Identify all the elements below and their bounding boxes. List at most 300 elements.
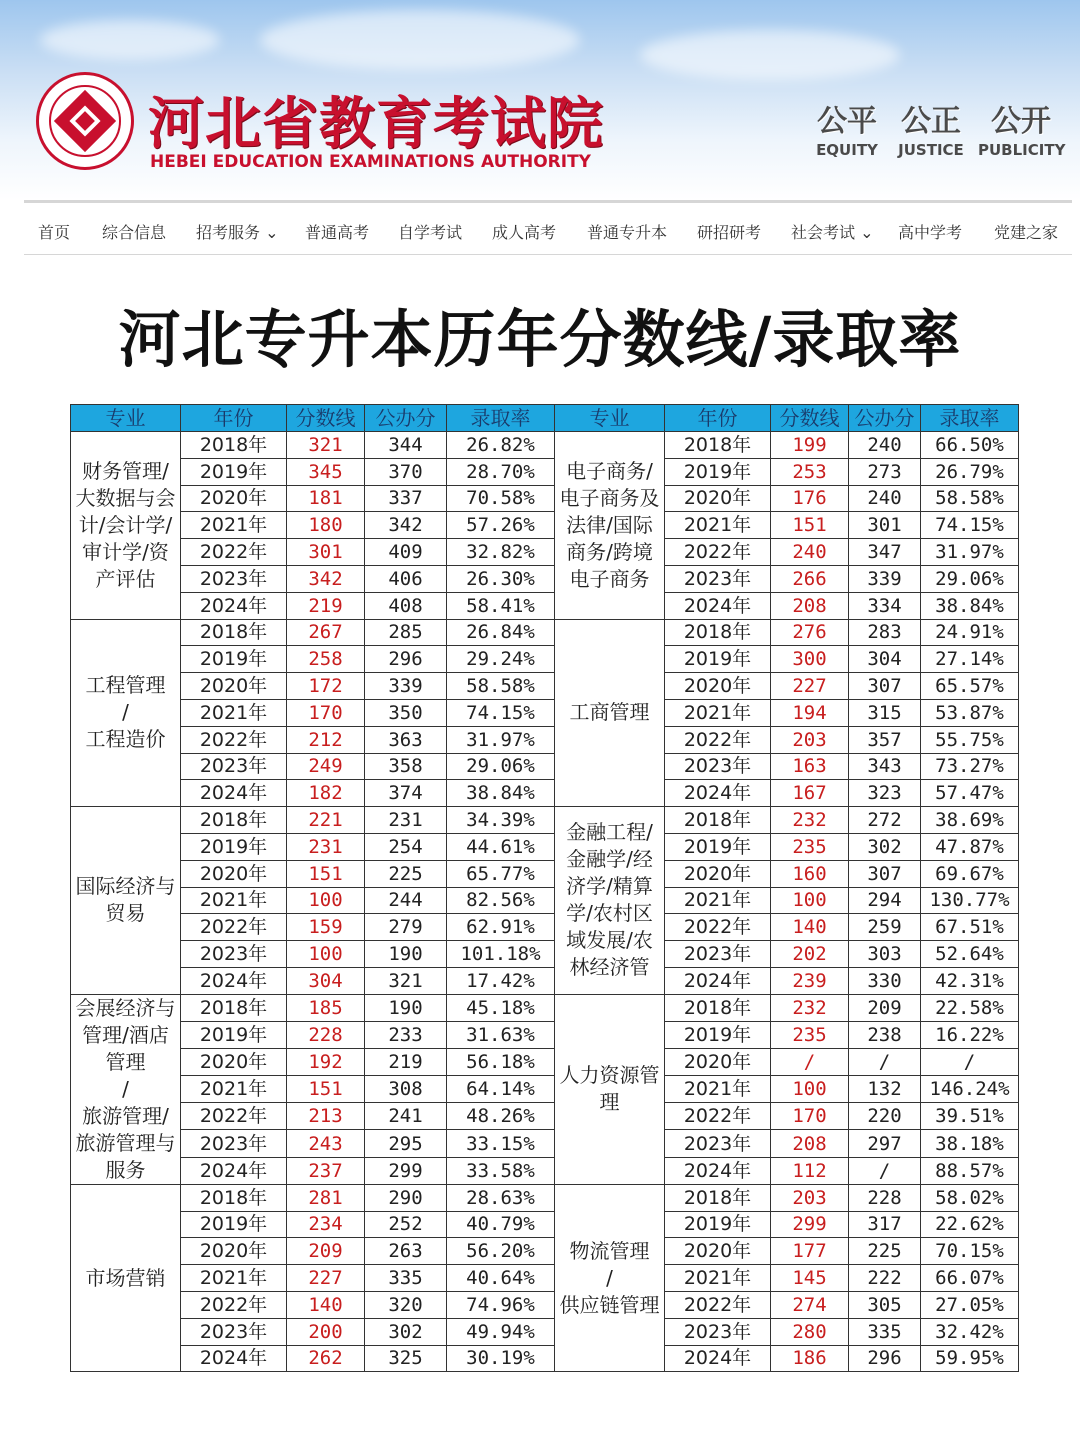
year-cell: 2019年 (665, 833, 771, 860)
table-row (71, 432, 1019, 459)
year-cell: 2023年 (181, 941, 287, 968)
major-left-cell: 国际经济与贸易 (71, 807, 181, 995)
score-line-cell: 212 (287, 726, 365, 753)
score-line-cell: 227 (287, 1265, 365, 1292)
public-score-cell: 307 (849, 860, 921, 887)
major-right-cell: 人力资源管理 (555, 994, 665, 1184)
score-line-cell: 100 (771, 887, 849, 914)
year-cell: 2021年 (181, 1265, 287, 1292)
public-score-cell: 320 (365, 1291, 447, 1318)
year-cell: 2024年 (665, 1157, 771, 1184)
admission-rate-cell: 29.06% (447, 753, 555, 780)
public-score-cell: 252 (365, 1211, 447, 1238)
table-row (71, 1076, 1019, 1103)
public-score-cell: 225 (365, 860, 447, 887)
admission-rate-cell: 42.31% (921, 967, 1019, 994)
score-line-cell: 234 (287, 1211, 365, 1238)
major-right-cell: 金融工程/金融学/经济学/精算学/农村区域发展/农林经济管 (555, 807, 665, 995)
public-score-cell: 350 (365, 699, 447, 726)
table-row (71, 994, 1019, 1021)
public-score-cell: 220 (849, 1103, 921, 1130)
table-row (71, 458, 1019, 485)
page-title: 河北专升本历年分数线/录取率 (118, 303, 962, 376)
score-line-cell: 267 (287, 619, 365, 646)
year-cell: 2020年 (181, 860, 287, 887)
score-line-cell: 140 (771, 914, 849, 941)
score-line-cell: 266 (771, 565, 849, 592)
admission-rate-cell: 73.27% (921, 753, 1019, 780)
score-line-cell: 180 (287, 512, 365, 539)
admission-rate-cell: 58.41% (447, 592, 555, 619)
public-score-cell: 273 (849, 458, 921, 485)
year-cell: 2019年 (181, 833, 287, 860)
table-row (71, 941, 1019, 968)
score-line-cell: 163 (771, 753, 849, 780)
year-cell: 2019年 (181, 646, 287, 673)
score-line-cell: 177 (771, 1238, 849, 1265)
year-cell: 2023年 (665, 565, 771, 592)
motto-en: PUBLICITY (978, 141, 1066, 159)
score-line-cell: 194 (771, 699, 849, 726)
admission-rate-cell: 33.58% (447, 1157, 555, 1184)
public-score-cell: 233 (365, 1021, 447, 1048)
header-admission-rate: 录取率 (447, 405, 555, 432)
score-line-cell: 151 (771, 512, 849, 539)
major-left-cell: 市场营销 (71, 1184, 181, 1372)
score-line-cell: 140 (287, 1291, 365, 1318)
score-line-cell: 170 (771, 1103, 849, 1130)
public-score-cell: 295 (365, 1130, 447, 1157)
public-score-cell: 231 (365, 807, 447, 834)
year-cell: 2024年 (181, 592, 287, 619)
public-score-cell: 219 (365, 1049, 447, 1076)
year-cell: 2020年 (181, 485, 287, 512)
score-line-cell: 232 (771, 994, 849, 1021)
score-line-cell: 221 (287, 807, 365, 834)
score-line-cell: 186 (771, 1345, 849, 1372)
admission-rate-cell: 32.82% (447, 539, 555, 566)
score-line-cell: 203 (771, 726, 849, 753)
major-right-cell: 工商管理 (555, 619, 665, 807)
year-cell: 2023年 (665, 753, 771, 780)
score-line-cell: 112 (771, 1157, 849, 1184)
year-cell: 2018年 (181, 807, 287, 834)
public-score-cell: / (849, 1049, 921, 1076)
admission-rate-cell: 38.69% (921, 807, 1019, 834)
table-row (71, 1049, 1019, 1076)
score-line-cell: 232 (771, 807, 849, 834)
year-cell: 2020年 (665, 1238, 771, 1265)
year-cell: 2020年 (665, 1049, 771, 1076)
admission-rate-cell: 66.07% (921, 1265, 1019, 1292)
year-cell: 2018年 (181, 994, 287, 1021)
score-line-cell: 281 (287, 1184, 365, 1211)
score-line-cell: 345 (287, 458, 365, 485)
header-public-score: 公办分 (849, 405, 921, 432)
year-cell: 2023年 (181, 1130, 287, 1157)
admission-rate-cell: 40.79% (447, 1211, 555, 1238)
score-line-cell: 300 (771, 646, 849, 673)
admission-rate-cell: 24.91% (921, 619, 1019, 646)
year-cell: 2024年 (665, 1345, 771, 1372)
admission-rate-cell: 70.15% (921, 1238, 1019, 1265)
admission-rate-cell: 39.51% (921, 1103, 1019, 1130)
admission-rate-cell: 27.14% (921, 646, 1019, 673)
major-left-cell: 会展经济与管理/酒店管理 / 旅游管理/旅游管理与服务 (71, 994, 181, 1184)
score-line-cell: 231 (287, 833, 365, 860)
major-left-cell: 财务管理/大数据与会计/会计学/审计学/资产评估 (71, 432, 181, 620)
score-line-cell: 160 (771, 860, 849, 887)
public-score-cell: 296 (365, 646, 447, 673)
table-row (71, 485, 1019, 512)
public-score-cell: 132 (849, 1076, 921, 1103)
public-score-cell: 305 (849, 1291, 921, 1318)
admission-rate-cell: 58.58% (447, 673, 555, 700)
nav-item-postgrad[interactable]: 研招研考 (697, 223, 762, 242)
public-score-cell: 190 (365, 994, 447, 1021)
motto-zh: 公开 (991, 104, 1051, 139)
table-row (71, 673, 1019, 700)
nav-divider-bottom (24, 254, 1072, 255)
admission-rate-cell: 38.18% (921, 1130, 1019, 1157)
year-cell: 2019年 (665, 1211, 771, 1238)
year-cell: 2022年 (181, 1291, 287, 1318)
table-row (71, 565, 1019, 592)
score-line-cell: 208 (771, 1130, 849, 1157)
public-score-cell: 321 (365, 967, 447, 994)
public-score-cell: 285 (365, 619, 447, 646)
year-cell: 2021年 (181, 512, 287, 539)
year-cell: 2023年 (181, 753, 287, 780)
public-score-cell: 283 (849, 619, 921, 646)
score-line-cell: 243 (287, 1130, 365, 1157)
hebei-exam-authority-logo[interactable] (36, 72, 134, 170)
year-cell: 2019年 (181, 1021, 287, 1048)
table-header-row (71, 405, 1019, 432)
table-row (71, 592, 1019, 619)
table-row (71, 539, 1019, 566)
header-year: 年份 (665, 405, 771, 432)
year-cell: 2021年 (665, 887, 771, 914)
public-score-cell: 347 (849, 539, 921, 566)
table-row (71, 807, 1019, 834)
score-line-cell: 199 (771, 432, 849, 459)
year-cell: 2019年 (665, 1021, 771, 1048)
score-line-cell: 192 (287, 1049, 365, 1076)
public-score-cell: 339 (365, 673, 447, 700)
score-line-cell: 219 (287, 592, 365, 619)
nav-item-party[interactable]: 党建之家 (994, 223, 1059, 242)
public-score-cell: 228 (849, 1184, 921, 1211)
public-score-cell: 272 (849, 807, 921, 834)
admission-rate-cell: 26.82% (447, 432, 555, 459)
score-line-cell: 240 (771, 539, 849, 566)
admission-rate-cell: / (921, 1049, 1019, 1076)
nav-item-social-exam[interactable]: 社会考试 ⌄ (791, 223, 874, 242)
admission-rate-cell: 69.67% (921, 860, 1019, 887)
nav-item-adult-exam[interactable]: 成人高考 (492, 223, 557, 242)
score-line-cell: 249 (287, 753, 365, 780)
score-line-cell: 159 (287, 914, 365, 941)
year-cell: 2018年 (181, 1184, 287, 1211)
year-cell: 2018年 (665, 1184, 771, 1211)
table-row (71, 1318, 1019, 1345)
score-line-cell: 170 (287, 699, 365, 726)
admission-rate-cell: 33.15% (447, 1130, 555, 1157)
year-cell: 2022年 (181, 1103, 287, 1130)
score-line-cell: 239 (771, 967, 849, 994)
public-score-cell: 315 (849, 699, 921, 726)
public-score-cell: 302 (849, 833, 921, 860)
year-cell: 2022年 (665, 1291, 771, 1318)
public-score-cell: 317 (849, 1211, 921, 1238)
score-line-cell: / (771, 1049, 849, 1076)
site-name[interactable]: 河北省教育考试院 (148, 91, 604, 157)
year-cell: 2018年 (665, 432, 771, 459)
year-cell: 2023年 (665, 1130, 771, 1157)
admission-rate-cell: 31.97% (447, 726, 555, 753)
nav-item-exam-services[interactable]: 招考服务 ⌄ (196, 223, 279, 242)
table-row (71, 1130, 1019, 1157)
year-cell: 2024年 (665, 780, 771, 807)
score-line-cell: 213 (287, 1103, 365, 1130)
public-score-cell: 307 (849, 673, 921, 700)
public-score-cell: 370 (365, 458, 447, 485)
score-line-cell: 342 (287, 565, 365, 592)
public-score-cell: 302 (365, 1318, 447, 1345)
table-row (71, 619, 1019, 646)
admission-rate-cell: 57.26% (447, 512, 555, 539)
admission-rate-cell: 47.87% (921, 833, 1019, 860)
admission-rate-cell: 38.84% (447, 780, 555, 807)
header-public-score: 公办分 (365, 405, 447, 432)
year-cell: 2018年 (665, 619, 771, 646)
year-cell: 2021年 (665, 512, 771, 539)
score-line-cell: 301 (287, 539, 365, 566)
nav-item-home[interactable]: 首页 (38, 223, 71, 242)
admission-rate-cell: 74.15% (921, 512, 1019, 539)
admission-rate-cell: 26.30% (447, 565, 555, 592)
admission-rate-cell: 130.77% (921, 887, 1019, 914)
public-score-cell: 299 (365, 1157, 447, 1184)
public-score-cell: 225 (849, 1238, 921, 1265)
public-score-cell: 190 (365, 941, 447, 968)
score-line-cell: 228 (287, 1021, 365, 1048)
admission-rate-cell: 28.63% (447, 1184, 555, 1211)
score-line-cell: 203 (771, 1184, 849, 1211)
public-score-cell: 296 (849, 1345, 921, 1372)
admission-rate-cell: 82.56% (447, 887, 555, 914)
public-score-cell: 358 (365, 753, 447, 780)
table-row (71, 1291, 1019, 1318)
score-line-cell: 304 (287, 967, 365, 994)
score-line-cell: 262 (287, 1345, 365, 1372)
table-row (71, 780, 1019, 807)
public-score-cell: 335 (849, 1318, 921, 1345)
year-cell: 2022年 (181, 539, 287, 566)
table-row (71, 1157, 1019, 1184)
year-cell: 2022年 (665, 1103, 771, 1130)
year-cell: 2020年 (181, 1238, 287, 1265)
motto-equity (812, 104, 882, 160)
admission-rate-cell: 55.75% (921, 726, 1019, 753)
public-score-cell: 240 (849, 432, 921, 459)
year-cell: 2024年 (181, 1157, 287, 1184)
major-left-cell: 工程管理 / 工程造价 (71, 619, 181, 807)
nav-item-upgrade-exam[interactable]: 普通专升本 (587, 223, 668, 242)
admission-rate-cell: 34.39% (447, 807, 555, 834)
motto-publicity (978, 104, 1064, 160)
motto-zh: 公平 (817, 104, 877, 139)
score-line-cell: 182 (287, 780, 365, 807)
nav-item-gaokao[interactable]: 普通高考 (305, 223, 370, 242)
public-score-cell: 374 (365, 780, 447, 807)
score-line-cell: 151 (287, 860, 365, 887)
public-score-cell: 325 (365, 1345, 447, 1372)
public-score-cell: 408 (365, 592, 447, 619)
public-score-cell: 240 (849, 485, 921, 512)
admission-rate-cell: 16.22% (921, 1021, 1019, 1048)
public-score-cell: 254 (365, 833, 447, 860)
admission-rate-cell: 74.96% (447, 1291, 555, 1318)
nav-item-high-school[interactable]: 高中学考 (898, 223, 963, 242)
score-line-cell: 145 (771, 1265, 849, 1292)
score-line-cell: 100 (287, 941, 365, 968)
admission-rate-cell: 27.05% (921, 1291, 1019, 1318)
table-row (71, 967, 1019, 994)
table-row (71, 1345, 1019, 1372)
score-line-cell: 235 (771, 1021, 849, 1048)
admission-rate-cell: 58.58% (921, 485, 1019, 512)
score-line-cell: 100 (771, 1076, 849, 1103)
year-cell: 2024年 (665, 592, 771, 619)
table-row (71, 1103, 1019, 1130)
score-line-cell: 253 (771, 458, 849, 485)
score-line-cell: 181 (287, 485, 365, 512)
year-cell: 2021年 (181, 1076, 287, 1103)
admission-rate-cell: 65.57% (921, 673, 1019, 700)
public-score-cell: 344 (365, 432, 447, 459)
table-row (71, 1238, 1019, 1265)
public-score-cell: 301 (849, 512, 921, 539)
motto-justice (894, 104, 968, 160)
public-score-cell: 337 (365, 485, 447, 512)
admission-rate-cell: 29.06% (921, 565, 1019, 592)
public-score-cell: 335 (365, 1265, 447, 1292)
year-cell: 2018年 (665, 994, 771, 1021)
admission-rate-cell: 57.47% (921, 780, 1019, 807)
year-cell: 2018年 (181, 619, 287, 646)
table-row (71, 1211, 1019, 1238)
year-cell: 2020年 (665, 673, 771, 700)
score-line-cell: 227 (771, 673, 849, 700)
year-cell: 2019年 (665, 458, 771, 485)
admission-rate-cell: 58.02% (921, 1184, 1019, 1211)
year-cell: 2020年 (181, 673, 287, 700)
score-line-cell: 176 (771, 485, 849, 512)
table-row (71, 1021, 1019, 1048)
year-cell: 2019年 (181, 1211, 287, 1238)
score-line-cell: 208 (771, 592, 849, 619)
year-cell: 2020年 (665, 485, 771, 512)
score-line-cell: 209 (287, 1238, 365, 1265)
public-score-cell: 279 (365, 914, 447, 941)
public-score-cell: 304 (849, 646, 921, 673)
year-cell: 2022年 (665, 914, 771, 941)
major-right-cell: 物流管理 / 供应链管理 (555, 1184, 665, 1372)
score-line-cell: 200 (287, 1318, 365, 1345)
score-line-cell: 258 (287, 646, 365, 673)
admission-rate-cell: 65.77% (447, 860, 555, 887)
year-cell: 2019年 (665, 646, 771, 673)
score-line-cell: 299 (771, 1211, 849, 1238)
admission-rate-cell: 32.42% (921, 1318, 1019, 1345)
table-row (71, 726, 1019, 753)
public-score-cell: 290 (365, 1184, 447, 1211)
score-line-cell: 167 (771, 780, 849, 807)
public-score-cell: 222 (849, 1265, 921, 1292)
nav-item-general-info[interactable]: 综合信息 (102, 223, 167, 242)
year-cell: 2019年 (181, 458, 287, 485)
admission-rate-cell: 26.84% (447, 619, 555, 646)
admission-rate-cell: 45.18% (447, 994, 555, 1021)
year-cell: 2024年 (181, 780, 287, 807)
header-major: 专业 (71, 405, 181, 432)
year-cell: 2024年 (181, 1345, 287, 1372)
admission-rate-cell: 52.64% (921, 941, 1019, 968)
score-table (70, 404, 1019, 1372)
admission-rate-cell: 22.58% (921, 994, 1019, 1021)
year-cell: 2022年 (181, 914, 287, 941)
public-score-cell: 330 (849, 967, 921, 994)
admission-rate-cell: 31.63% (447, 1021, 555, 1048)
header-admission-rate: 录取率 (921, 405, 1019, 432)
year-cell: 2024年 (181, 967, 287, 994)
year-cell: 2021年 (181, 699, 287, 726)
admission-rate-cell: 70.58% (447, 485, 555, 512)
table-row (71, 699, 1019, 726)
admission-rate-cell: 56.20% (447, 1238, 555, 1265)
major-right-cell: 电子商务/电子商务及法律/国际商务/跨境电子商务 (555, 432, 665, 620)
year-cell: 2020年 (665, 860, 771, 887)
score-line-cell: 202 (771, 941, 849, 968)
admission-rate-cell: 26.79% (921, 458, 1019, 485)
score-line-cell: 172 (287, 673, 365, 700)
table-row (71, 646, 1019, 673)
admission-rate-cell: 74.15% (447, 699, 555, 726)
year-cell: 2022年 (665, 726, 771, 753)
admission-rate-cell: 30.19% (447, 1345, 555, 1372)
admission-rate-cell: 62.91% (447, 914, 555, 941)
public-score-cell: 238 (849, 1021, 921, 1048)
nav-item-self-study[interactable]: 自学考试 (398, 223, 463, 242)
header-year: 年份 (181, 405, 287, 432)
admission-rate-cell: 56.18% (447, 1049, 555, 1076)
public-score-cell: 241 (365, 1103, 447, 1130)
year-cell: 2023年 (665, 1318, 771, 1345)
admission-rate-cell: 146.24% (921, 1076, 1019, 1103)
admission-rate-cell: 53.87% (921, 699, 1019, 726)
year-cell: 2022年 (181, 726, 287, 753)
public-score-cell: 357 (849, 726, 921, 753)
year-cell: 2021年 (665, 1076, 771, 1103)
admission-rate-cell: 17.42% (447, 967, 555, 994)
admission-rate-cell: 66.50% (921, 432, 1019, 459)
year-cell: 2020年 (181, 1049, 287, 1076)
header-score-line: 分数线 (771, 405, 849, 432)
admission-rate-cell: 48.26% (447, 1103, 555, 1130)
table-row (71, 860, 1019, 887)
